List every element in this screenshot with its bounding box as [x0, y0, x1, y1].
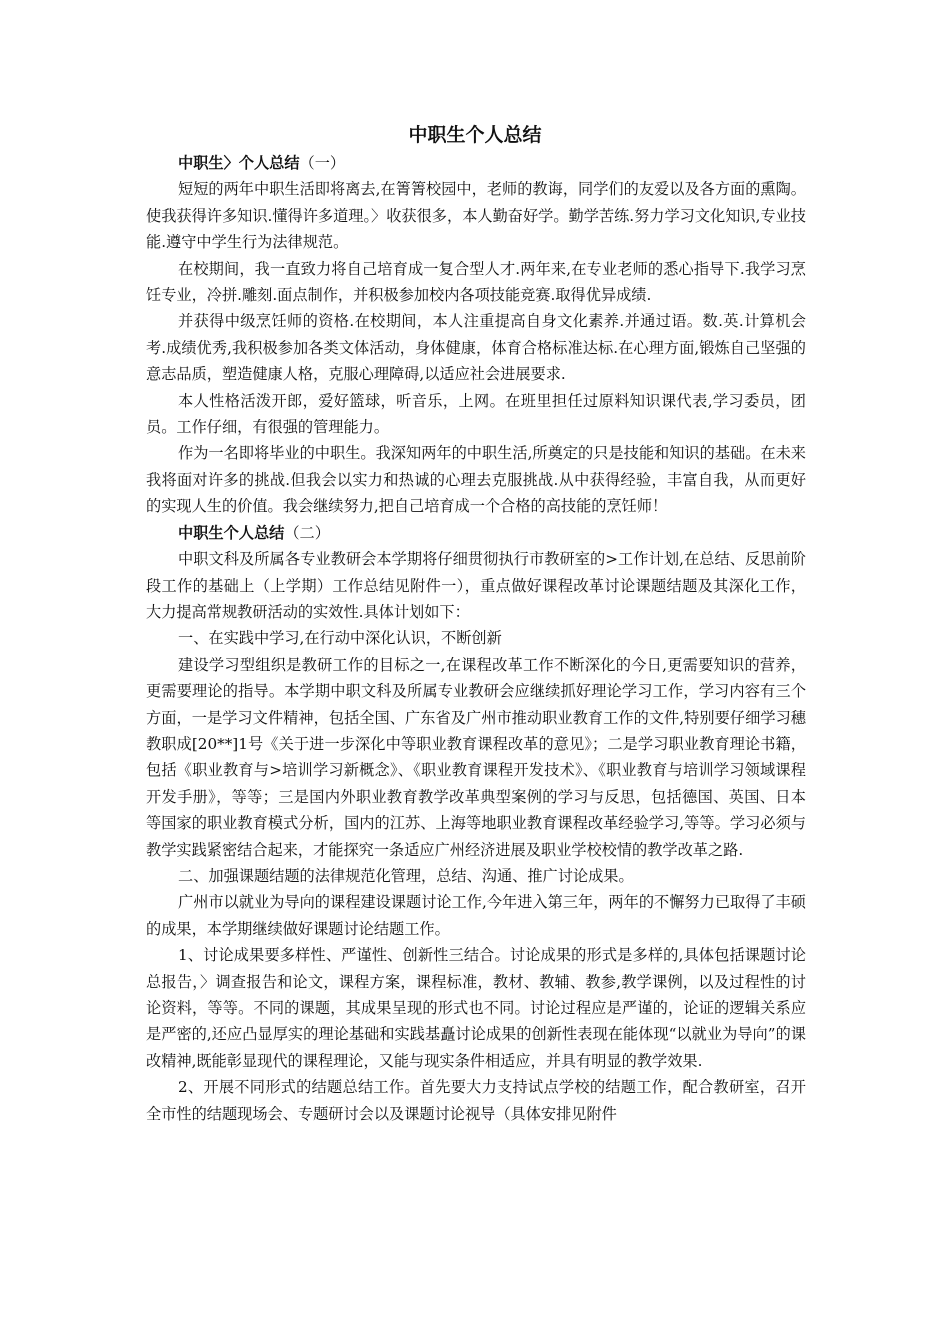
paragraph: 并获得中级烹饪师的资格.在校期间，本人注重提高自身文化素养.并通过语。数.英.计算机会考.成绩优秀,我积极参加各类文体活动，身体健康，体育合格标准达标.在心理方面,锻炼自己坚强的意志品质，塑造健康人格，克服心理障碍,以适应社会进展要求.	[146, 312, 806, 384]
section-heading-2-main: 中职生个人总结	[178, 523, 285, 542]
subheading-paragraph: 二、加强课题结题的法律规范化管理，总结、沟通、推广讨论成果。	[178, 866, 634, 885]
subheading-paragraph: 一、在实践中学习,在行动中深化认识，不断创新	[178, 629, 502, 648]
paragraph: 2、开展不同形式的结题总结工作。首先要大力支持试点学校的结题工作，配合教研室，召开全市性的结题现场会、专题研讨会以及课题讨论视导（具体安排见附件	[146, 1078, 806, 1123]
paragraph: 中职文科及所属各专业教研会本学期将仔细贯彻执行市教研室的>工作计划,在总结、反思前阶段工作的基础上（上学期）工作总结见附件一），重点做好课程改革讨论课题结题及其深化工作，大力提高常规教研活动的实效性.具体计划如下：	[146, 550, 806, 621]
paragraph: 1、讨论成果要多样性、严谨性、创新性三结合。讨论成果的形式是多样的,具体包括课题讨论总报告，〉调查报告和论文，课程方案，课程标准，教材、教辅、教参,教学课例，以及过程性的讨论资料，等等。不同的课题，其成果呈现的形式也不同。讨论过程应是严谨的，论证的逻辑关系应是严密的,还应凸显厚实的理论基础和实践基矗讨论成果的创新性表现在能体现“以就业为导向”的课改精神,既能彰显现代的课程理论，又能与现实条件相适应，并具有明显的教学效果.	[146, 946, 806, 1070]
document-body	[146, 150, 806, 1127]
paragraph: 广州市以就业为导向的课程建设课题讨论工作,今年进入第三年，两年的不懈努力已取得了丰硕的成果，本学期继续做好课题讨论结题工作。	[146, 893, 806, 938]
paragraph: 本人性格活泼开郎，爱好篮球，听音乐，上网。在班里担任过原料知识课代表,学习委员，团员。工作仔细，有很强的管理能力。	[146, 391, 806, 437]
section-heading-1-main: 中职生〉个人总结	[178, 154, 300, 172]
paragraph: 短短的两年中职生活即将离去,在箐箐校园中，老师的教诲，同学们的友爱以及各方面的熏陶。使我获得许多知识.懂得许多道理。〉收获很多，本人勤奋好学。勤学苦练.努力学习文化知识,专业技能.遵守中学生行为法律规范。	[146, 180, 806, 252]
paragraph: 作为一名即将毕业的中职生。我深知两年的中职生活,所奠定的只是技能和知识的基础。在未来我将面对许多的挑战.但我会以实力和热诚的心理去克服挑战.从中获得经验，丰富自我，从而更好的实现人生的价值。我会继续努力,把自己培育成一个合格的高技能的烹饪师！	[146, 444, 806, 516]
paragraph: 建设学习型组织是教研工作的目标之一,在课程改革工作不断深化的今日,更需要知识的营养，更需要理论的指导。本学期中职文科及所属专业教研会应继续抓好理论学习工作，学习内容有三个方面，一是学习文件精神，包括全国、广东省及广州市推动职业教育工作的文件,特别要仔细学习穗教职成[20**]1号《关于进一步深化中等职业教育课程改革的意见》；二是学习职业教育理论书籍，包括《职业教育与>培训学习新概念》、《职业教育课程开发技术》、《职业教育与培训学习领域课程开发手册》，等等；三是国内外职业教育教学改革典型案例的学习与反思，包括德国、英国、日本等国家的职业教育模式分析，国内的江苏、上海等地职业教育课程改革经验学习,等等。学习必须与教学实践紧密结合起来，才能探究一条适应广州经济进展及职业学校校情的教学改革之路.	[146, 655, 806, 859]
section-heading-1	[146, 150, 806, 176]
section-heading-1-suffix: （一）	[299, 154, 346, 172]
document-title: 中职生个人总结	[408, 124, 542, 146]
paragraph: 在校期间，我一直致力将自己培育成一复合型人才.两年来,在专业老师的悉心指导下.我学习烹饪专业，冷拼.雕刻.面点制作，并积极参加校内各项技能竞赛.取得优异成绩.	[146, 259, 806, 305]
section-heading-2-suffix: （二）	[284, 523, 330, 542]
section-heading-2	[146, 520, 806, 546]
